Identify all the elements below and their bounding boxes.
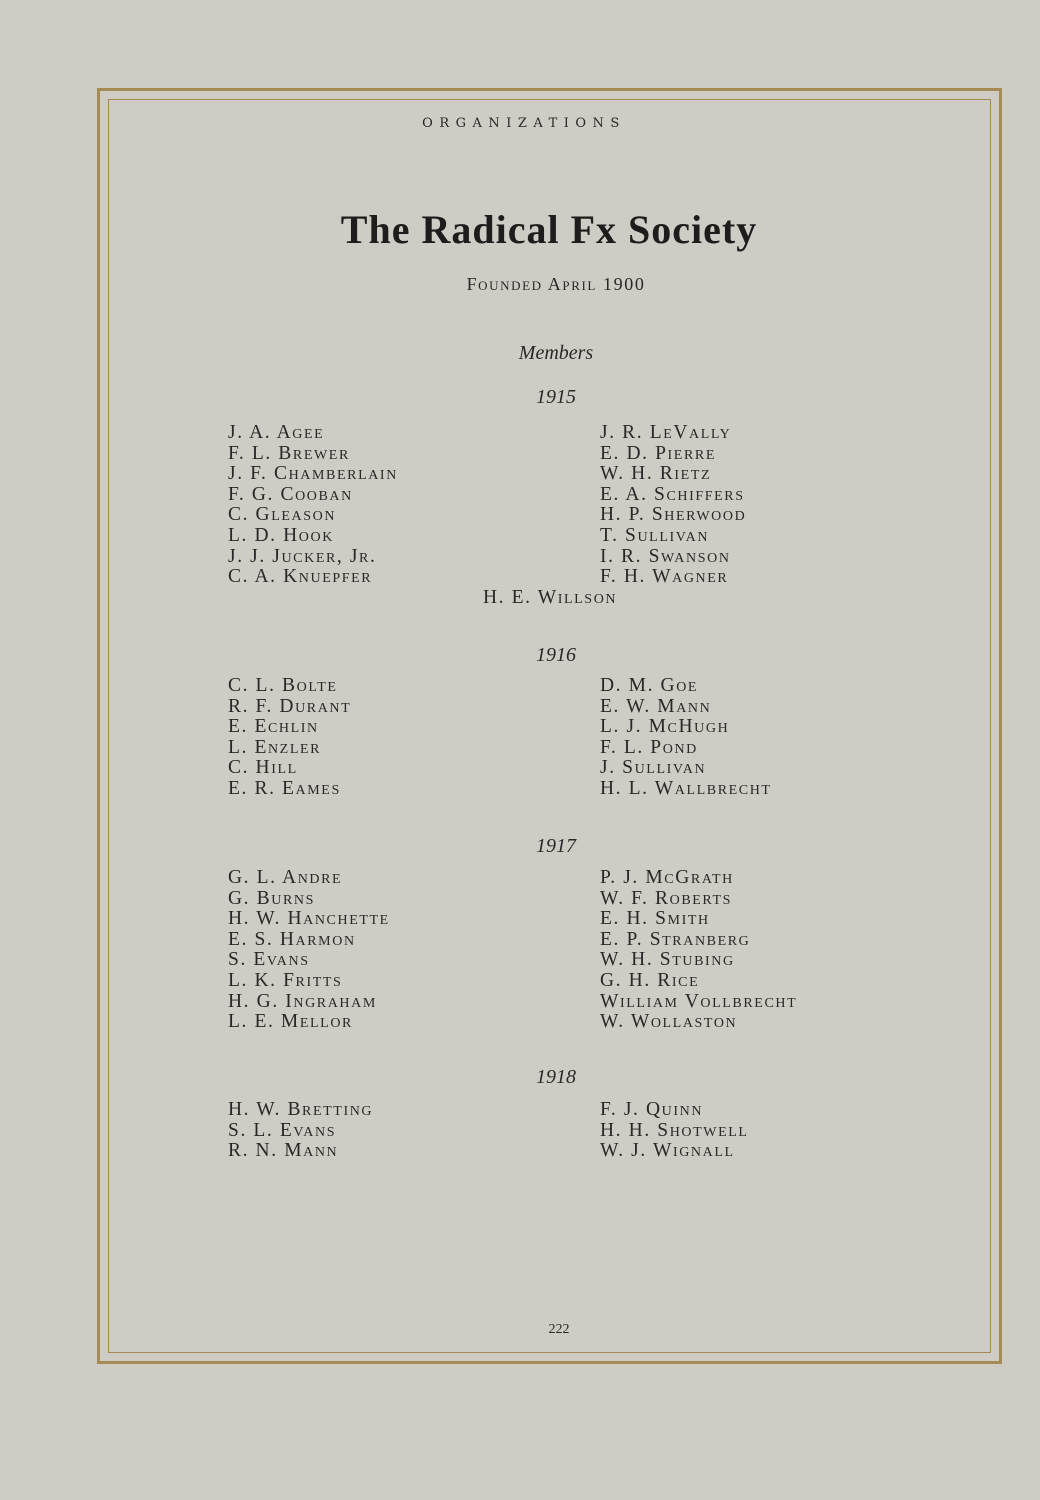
member-name: H. L. Wallbrecht xyxy=(600,777,772,799)
members-1917-left xyxy=(228,868,390,1033)
member-name: E. P. Stranberg xyxy=(600,928,751,950)
member-name: R. N. Mann xyxy=(228,1140,339,1162)
member-name: F. J. Quinn xyxy=(600,1099,704,1120)
year-heading-1918: 1918 xyxy=(536,1066,576,1088)
member-name: E. S. Harmon xyxy=(228,928,356,950)
member-name: H. H. Shotwell xyxy=(600,1119,749,1141)
member-name: H. W. Bretting xyxy=(228,1099,374,1120)
member-name: C. Hill xyxy=(228,757,298,779)
member-name: J. J. Jucker, Jr. xyxy=(228,545,377,567)
member-name: L. Enzler xyxy=(228,736,322,758)
member-name: J. F. Chamberlain xyxy=(228,463,398,485)
member-name: L. E. Mellor xyxy=(228,1011,353,1033)
year-heading-1915: 1915 xyxy=(536,386,576,408)
member-name: I. R. Swanson xyxy=(600,545,731,567)
members-1916-left xyxy=(228,676,351,800)
member-name: H. P. Sherwood xyxy=(600,504,747,526)
member-name: D. M. Goe xyxy=(600,675,699,696)
member-name: William Vollbrecht xyxy=(600,990,798,1012)
year-heading-1916: 1916 xyxy=(536,644,576,666)
running-header: ORGANIZATIONS xyxy=(422,116,626,131)
year-heading-1917: 1917 xyxy=(536,835,576,857)
member-name: R. F. Durant xyxy=(228,695,352,717)
members-1916-right xyxy=(600,676,772,800)
society-title: The Radical Fx Society xyxy=(340,207,758,252)
member-name: E. W. Mann xyxy=(600,695,712,717)
member-name: C. L. Bolte xyxy=(228,675,338,696)
page-number: 222 xyxy=(548,1322,570,1337)
member-name: E. H. Smith xyxy=(600,908,710,930)
member-name: C. Gleason xyxy=(228,504,337,526)
member-name-centered: H. E. Willson xyxy=(483,587,618,608)
members-heading: Members xyxy=(518,342,594,364)
member-name: L. J. McHugh xyxy=(600,716,730,738)
member-name: H. G. Ingraham xyxy=(228,990,377,1012)
member-name: W. H. Rietz xyxy=(600,463,712,485)
member-name: G. H. Rice xyxy=(600,969,700,991)
member-name: T. Sullivan xyxy=(600,524,710,546)
members-1918-left xyxy=(228,1100,373,1162)
member-name: J. Sullivan xyxy=(600,757,707,779)
member-name: J. R. LeVally xyxy=(600,422,732,443)
member-name: W. Wollaston xyxy=(600,1011,738,1033)
members-1915-left xyxy=(228,423,398,588)
member-name: E. Echlin xyxy=(228,716,319,738)
member-name: H. W. Hanchette xyxy=(228,908,390,930)
member-name: F. H. Wagner xyxy=(600,566,729,588)
member-name: E. R. Eames xyxy=(228,777,341,799)
member-name: W. J. Wignall xyxy=(600,1140,735,1162)
founded-line: Founded April 1900 xyxy=(466,274,646,294)
member-name: G. Burns xyxy=(228,887,315,909)
member-name: W. F. Roberts xyxy=(600,887,733,909)
member-name: F. L. Pond xyxy=(600,736,698,758)
member-name: S. L. Evans xyxy=(228,1119,337,1141)
members-1917-right xyxy=(600,868,797,1033)
members-1918-right xyxy=(600,1100,749,1162)
member-name: L. K. Fritts xyxy=(228,969,343,991)
member-name: E. D. Pierre xyxy=(600,442,716,464)
member-name: J. A. Agee xyxy=(228,422,325,443)
member-name: F. G. Cooban xyxy=(228,483,353,505)
member-name: E. A. Schiffers xyxy=(600,483,745,505)
member-name: L. D. Hook xyxy=(228,524,334,546)
member-name: C. A. Knuepfer xyxy=(228,566,373,588)
member-name: P. J. McGrath xyxy=(600,867,734,888)
members-1915-right xyxy=(600,423,746,588)
member-name: W. H. Stubing xyxy=(600,949,735,971)
member-name: G. L. Andre xyxy=(228,867,343,888)
member-name: F. L. Brewer xyxy=(228,442,350,464)
member-name: S. Evans xyxy=(228,949,310,971)
